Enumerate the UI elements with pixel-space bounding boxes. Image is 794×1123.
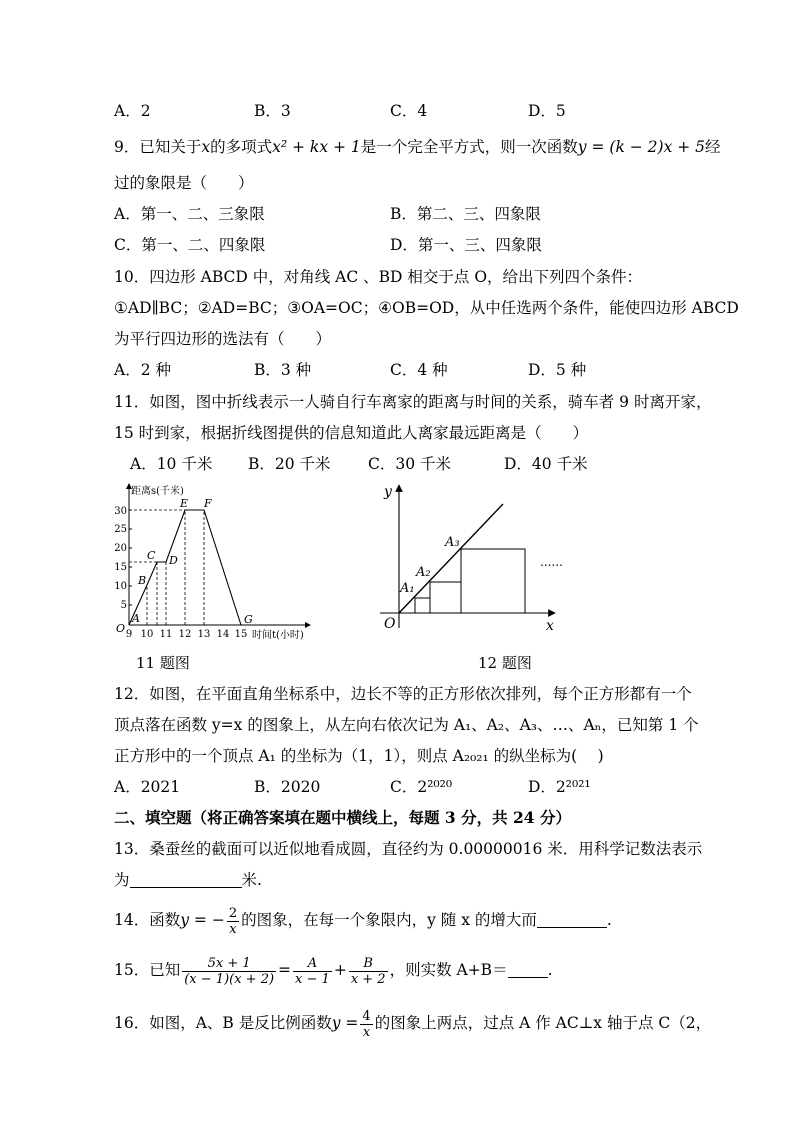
option-d: D．5 <box>528 102 566 120</box>
q10-options <box>114 359 704 381</box>
x-tick-12: 12 <box>178 629 192 640</box>
q10-line3: 为平行四边形的选法有（ ） <box>114 330 332 348</box>
fraction-4-over-x: $\frac{4}{x}$ <box>362 1008 371 1040</box>
q13-line1: 13．桑蚕丝的截面可以近似地看成圆，直径约为 0.00000016 米．用科学记数法表示 <box>114 840 703 858</box>
answer-blank-14[interactable] <box>537 911 607 928</box>
label-a2: A₂ <box>416 565 431 580</box>
option-c: C．30 千米 <box>368 455 452 473</box>
fraction-lhs: $\frac{5x + 1}{(x - 1)(x + 2)}$ <box>184 955 275 987</box>
option-b: B．第二、三、四象限 <box>390 205 541 223</box>
y-axis-label: y <box>384 484 392 500</box>
point-e: E <box>180 497 189 510</box>
fraction-b: $\frac{B}{x + 2}$ <box>350 955 386 987</box>
figure-11-distance-time-graph <box>112 480 322 645</box>
point-g: G <box>244 613 253 626</box>
point-f: F <box>204 497 212 510</box>
option-a: A．2 种 <box>114 361 171 379</box>
q12-line3: 正方形中的一个顶点 A₁ 的坐标为（1，1），则点 A₂₀₂₁ 的纵坐标为( ) <box>114 747 604 765</box>
x-tick-11: 11 <box>159 629 173 640</box>
x-axis-label: x <box>546 618 554 634</box>
option-b: B．3 <box>254 102 291 120</box>
x-axis-label: 时间t(小时) <box>252 630 304 641</box>
origin-label: O <box>116 622 126 635</box>
point-a: A <box>132 612 140 625</box>
y-tick-30: 30 <box>114 506 127 517</box>
x-tick-13: 13 <box>197 629 211 640</box>
q9-line2: 过的象限是（ ） <box>114 174 254 192</box>
q9-options-row1 <box>114 203 704 225</box>
option-c: C．4 <box>390 102 428 120</box>
square-3 <box>461 549 525 613</box>
q10-line2: ①AD∥BC；②AD=BC；③OA=OC；④OB=OD，从中任选两个条件，能使四边形 ABCD <box>114 299 739 317</box>
option-d: D．40 千米 <box>504 455 588 473</box>
figure-12-squares-graph <box>372 482 572 642</box>
q14-line: 14．函数y = − $\frac{2}{x}$ 的图象，在每一个象限内，y 随 x 的增大而 . <box>114 905 612 937</box>
option-a: A．2 <box>114 102 151 120</box>
x-tick-9: 9 <box>125 629 133 640</box>
x-tick-14: 14 <box>216 629 230 640</box>
option-a: A．第一、二、三象限 <box>114 205 265 223</box>
q11-line1: 11．如图，图中折线表示一人骑自行车离家的距离与时间的关系，骑车者 9 时离开家， <box>114 393 712 411</box>
option-d: D．2²⁰²¹ <box>528 778 591 796</box>
continuation-dots: ...... <box>540 555 563 569</box>
section-2-title: 二、填空题（将正确答案填在题中横线上，每题 3 分，共 24 分） <box>114 808 571 827</box>
q8-options <box>114 100 704 122</box>
line-y-equals-x <box>399 504 503 613</box>
option-b: B．20 千米 <box>248 455 331 473</box>
point-c: C <box>147 549 156 562</box>
square-1 <box>415 598 430 613</box>
y-tick-15: 15 <box>114 562 127 573</box>
q9-options-row2 <box>114 234 704 256</box>
q13-line2: 为 米. <box>114 871 262 889</box>
option-c: C．4 种 <box>390 361 448 379</box>
option-a: A．10 千米 <box>130 455 213 473</box>
option-a: A．2021 <box>114 778 181 796</box>
y-axis-label: 距离s(千米) <box>131 486 184 497</box>
option-b: B．3 种 <box>254 361 312 379</box>
q9-line1: 9．已知关于x的多项式x² + kx + 1是一个完全平方式，则一次函数y = (k − 2)x + 5经 <box>114 138 721 156</box>
label-a1: A₁ <box>400 581 415 596</box>
q12-line1: 12．如图，在平面直角坐标系中，边长不等的正方形依次排列，每个正方形都有一个 <box>114 685 692 703</box>
q11-line2: 15 时到家，根据折线图提供的信息知道此人离家最远距离是（ ） <box>114 424 589 442</box>
figure-12-caption: 12 题图 <box>478 654 532 672</box>
option-d: D．第一、三、四象限 <box>390 236 542 254</box>
answer-blank-13[interactable] <box>130 871 242 888</box>
q12-options <box>114 776 704 798</box>
origin-label: O <box>384 616 396 632</box>
y-tick-5: 5 <box>120 600 127 611</box>
y-tick-10: 10 <box>114 581 127 592</box>
option-c: C．2²⁰²⁰ <box>390 778 453 796</box>
square-2 <box>430 582 461 613</box>
answer-blank-15[interactable] <box>508 961 548 978</box>
y-tick-25: 25 <box>114 524 127 535</box>
option-c: C．第一、二、四象限 <box>114 236 266 254</box>
figure-11-caption: 11 题图 <box>136 654 190 672</box>
q11-options <box>130 453 720 475</box>
x-tick-15: 15 <box>234 629 248 640</box>
q10-line1: 10．四边形 ABCD 中，对角线 AC 、BD 相交于点 O，给出下列四个条件： <box>114 268 643 286</box>
point-b: B <box>138 574 147 587</box>
option-d: D．5 种 <box>528 361 587 379</box>
x-tick-10: 10 <box>140 629 154 640</box>
point-d: D <box>169 554 178 567</box>
fraction-a: $\frac{A}{x - 1}$ <box>295 955 330 987</box>
option-b: B．2020 <box>254 778 321 796</box>
label-a3: A₃ <box>445 535 460 550</box>
fraction-2-over-x: $\frac{2}{x}$ <box>228 905 238 937</box>
q12-line2: 顶点落在函数 y=x 的图象上，从左向右依次记为 A₁、A₂、A₃、…、Aₙ，已知第 1 个 <box>114 716 699 734</box>
y-tick-20: 20 <box>114 543 127 554</box>
q15-line: 15．已知 $\frac{5x + 1}{(x - 1)(x + 2)}$ = $\frac{A}{x - 1}$ + $\frac{B}{x + 2}$ ，则实数 A+B＝ . <box>114 955 553 987</box>
q16-line: 16．如图，A、B 是反比例函数y = $\frac{4}{x}$ 的图象上两点，过点 A 作 AC⊥x 轴于点 C（2， <box>114 1008 712 1040</box>
